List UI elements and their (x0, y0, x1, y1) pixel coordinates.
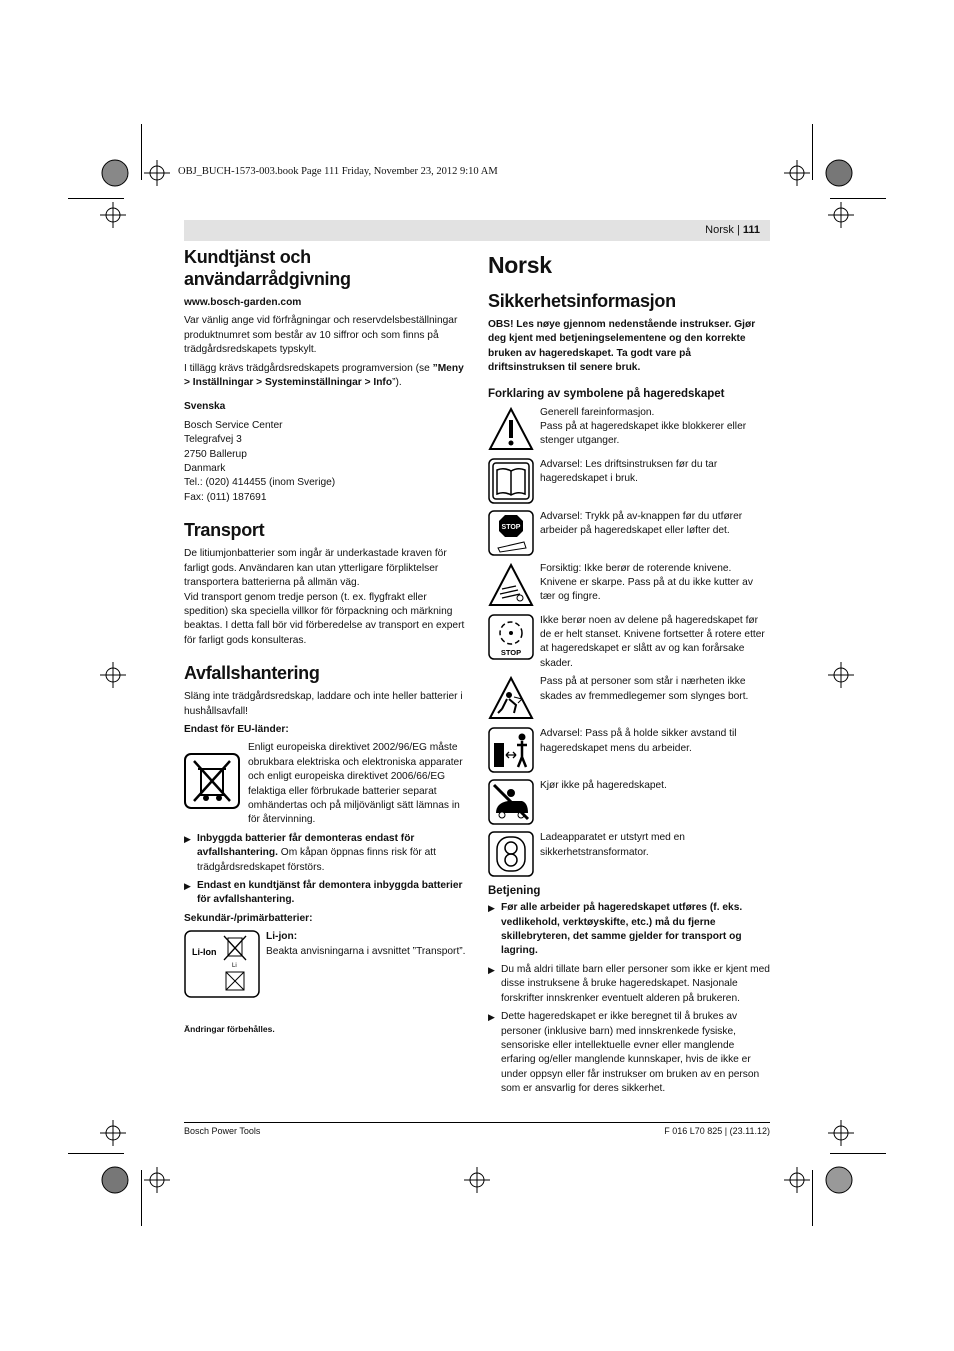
page-number: 111 (742, 224, 760, 236)
symbol-description: Pass på at personer som står i nærheten ikke skades av fremmedlegemer som slynges bort. (540, 676, 749, 702)
language-title: Norsk (488, 252, 552, 278)
blade-hand-icon (488, 562, 534, 608)
eu-label: Endast för EU-länder: (184, 723, 289, 735)
battery-label: Sekundär-/primärbatterier: (184, 912, 313, 924)
country-label: Svenska (184, 401, 226, 413)
header-separator: | (736, 224, 740, 236)
symbol-description: Ikke berør noen av delene på hageredskapet før de er helt stanset. Knivene fortsetter å rotere etter at hageredskapet er slått av og kan forårsake skader. (540, 614, 765, 669)
symbols-heading: Forklaring av symbolene på hageredskapet (488, 387, 725, 400)
symbol-description: Advarsel: Pass på å holde sikker avstand til hageredskapet mens du arbeider. (540, 728, 737, 754)
symbol-description: Advarsel: Trykk på av-knappen før du utfører arbeider på hageredskapet eller løfter det. (540, 510, 743, 537)
footer-left: Bosch Power Tools (184, 1126, 261, 1136)
li-ion-text: Beakta anvisningarna i avsnittet ”Transport”. (266, 945, 466, 957)
bullet-arrow-icon: ▶ (488, 903, 495, 914)
safety-heading: Sikkerhetsinformasjon (488, 291, 676, 311)
list-item: ▶ Dette hageredskapet er ikke beregnet til å brukes av personer (inklusive barn) med innskrenkede fysiske, sensoriske eller intellektuelle evner eller manglende erfaring og/eller manglende kunnskaper, hvis de ikke er under oppsyn eller får instrukser om bruken av en person som er ansvarlig for deres sikkerhet. (488, 1010, 770, 1096)
print-info: OBJ_BUCH-1573-003.book Page 111 Friday, November 23, 2012 9:10 AM (178, 166, 498, 177)
manual-icon (488, 458, 534, 504)
page-header (184, 220, 770, 241)
symbol-row (488, 727, 770, 775)
svg-text:Li-Ion: Li-Ion (192, 947, 217, 958)
symbol-description: Forsiktig: Ikke berør de roterende knivene. Knivene er skarpe. Pass på at du ikke kutter av tær og fingre. (540, 562, 753, 603)
bullet-arrow-icon: ▶ (488, 1012, 495, 1023)
stop-lift-icon (488, 510, 534, 556)
symbol-description: Generell fareinformasjon. Pass på at hageredskapet ikke blokkerer eller stenger utganger. (540, 406, 747, 447)
bullet-arrow-icon: ▶ (488, 964, 495, 975)
header-section: Norsk (705, 224, 734, 236)
customer-service-heading: Kundtjänst och användarrådgivning (184, 247, 351, 289)
safe-distance-icon (488, 727, 534, 773)
software-version-paragraph: I tillägg krävs trädgårdsredskapets programversion (se ”Meny > Inställningar > Systeminställningar > Info”). (184, 362, 464, 389)
transport-text: De litiumjonbatterier som ingår är underkastade kraven för farligt gods. Användaren kan utan ytterligare förpliktelser transportera batterierna på allmän väg. Vid transport genom tredje person (t. ex. flygfrakt eller spedition) ska speciella villkor för förpackning och märkning beaktas. I detta fall bör vid förberedelse av transport en expert för farligt gods konsulteras. (184, 548, 465, 646)
symbol-row (488, 675, 770, 723)
transport-heading: Transport (184, 520, 265, 541)
transformer-icon (488, 831, 534, 877)
no-riding-icon (488, 779, 534, 825)
eu-directive-text: Enligt europeiska direktivet 2002/96/EG måste obrukbara elektriska och elektroniska apparater och enligt europeiska direktivet 2006/66/EG felaktiga eller förbrukade batterier separat omhändertas och på miljövänligt sätt lämnas in för återvinning. (248, 742, 463, 826)
list-item: ▶ Du må aldri tillate barn eller personer som ikke er kjent med disse instruksene å bruke hageredskapet. Nasjonale forskrifter innskrenker eventuelt alderen på brukeren. (488, 963, 770, 1006)
symbol-row (488, 406, 770, 454)
thrown-objects-icon (488, 675, 534, 721)
li-ion-recycle-icon (184, 930, 260, 998)
footer-right: F 016 L70 825 | (23.11.12) (664, 1126, 770, 1136)
left-column (184, 246, 466, 1041)
symbol-row (488, 831, 770, 879)
symbol-row (488, 510, 770, 558)
svg-text:Li: Li (232, 963, 237, 970)
symbol-description: Advarsel: Les driftsinstruksen før du tar hageredskapet i bruk. (540, 458, 718, 485)
symbol-description: Kjør ikke på hageredskapet. (540, 780, 667, 792)
svg-text:STOP: STOP (501, 523, 521, 531)
warning-icon (488, 406, 534, 452)
customer-paragraph: Var vänlig ange vid förfrågningar och reservdelsbeställningar produktnumret som består av 10 siffror och som finns på trädgårdsredskapets typskylt. (184, 315, 458, 356)
operation-heading: Betjening (488, 885, 541, 898)
weee-bin-icon (184, 753, 240, 809)
symbol-row (488, 458, 770, 506)
symbol-row (488, 562, 770, 610)
safety-intro: OBS! Les nøye gjennom nedenstående instrukser. Gjør deg kjent med betjeningselementene og den korrekte bruken av hageredskapet. Ta godt vare på driftsinstruksen til senere bruk. (488, 319, 756, 374)
waste-heading: Avfallshantering (184, 663, 320, 684)
symbol-row (488, 614, 770, 672)
bullet-arrow-icon: ▶ (184, 881, 191, 891)
symbol-description: Ladeapparatet er utstyrt med en sikkerhetstransformator. (540, 832, 685, 858)
bullet-arrow-icon: ▶ (184, 833, 191, 844)
svg-text:STOP: STOP (500, 647, 522, 657)
list-item: ▶ Før alle arbeider på hageredskapet utføres (f. eks. vedlikehold, verktøyskifte, etc.) må du fjerne skillebryteren, det samme gjelder for transport og lagring. (488, 901, 770, 959)
right-column (488, 250, 770, 1101)
changes-note: Ändringar förbehålles. (184, 1024, 275, 1035)
li-ion-label: Li-jon: (266, 931, 298, 943)
service-address: Bosch Service Center Telegrafvej 3 2750 Ballerup Danmark Tel.: (020) 414455 (inom Sverige) Fax: (011) 187691 (184, 419, 336, 503)
rotating-blade-stop-icon (488, 614, 534, 660)
website-url: www.bosch-garden.com (184, 297, 302, 308)
waste-text: Släng inte trädgårdsredskap, laddare och inte heller batterier i hushållsavfall! (184, 691, 463, 717)
footer-divider (184, 1122, 770, 1123)
list-item: ▶ Endast en kundtjänst får demontera inbyggda batterier för avfallshantering. (184, 879, 466, 908)
list-item: ▶ Inbyggda batterier får demonteras endast för avfallshantering. Om kåpan öppnas finns risk för att trädgårdsredskapet förstörs. (184, 832, 466, 875)
symbol-row (488, 779, 770, 827)
